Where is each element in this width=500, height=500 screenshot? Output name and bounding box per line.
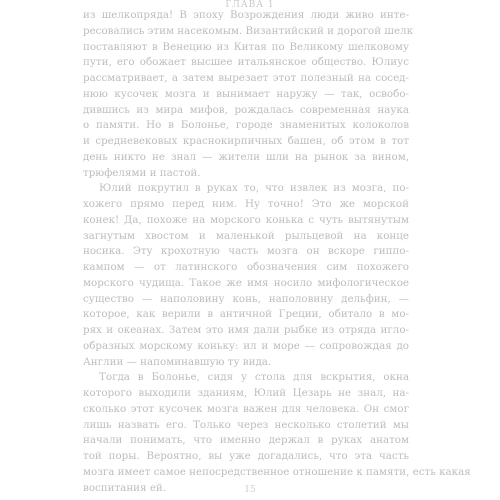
text-line: мозга имеет самое непосредственное отношение к памяти, есть какая	[83, 465, 471, 478]
text-line: той поры. Вероятно, вы уже догадались, что эта часть	[83, 450, 409, 462]
text-line: Юлий покрутил в руках то, что извлек из мозга, по-	[99, 182, 409, 195]
text-line: день никто не знал — жители шли на рынок за вином,	[83, 150, 409, 163]
text-line: образных морскому коньку: ил и море — сопровождая до	[83, 339, 409, 352]
running-header: ГЛАВА 1	[225, 0, 275, 10]
page-body	[83, 8, 471, 496]
text-line: существо — наполовину конь, наполовину дельфин, —	[83, 292, 409, 305]
text-line: Тогда в Болонье, сидя у стола для вскрытия, окна	[99, 371, 409, 384]
text-line: конек! Да, похоже на морского конька с чуть вытянутым	[83, 213, 409, 226]
text-line: загнутым хвостом и маленькой рыльцевой на конце	[83, 229, 409, 242]
text-line: ресовались этим насекомым. Византийский и дорогой шелк	[83, 24, 414, 37]
text-line: воспитания ей.	[83, 481, 167, 494]
text-line: которое, как верили в античной Греции, обитало в мо-	[83, 308, 409, 321]
text-line: лишь назвать его. Только через несколько столетий мы	[83, 418, 409, 431]
paragraph	[83, 181, 409, 370]
text-line: о памяти. Но в Болонье, городе знаменитых колоколов	[83, 119, 409, 132]
text-line: сколько этот кусочек мозга важен для человека. Он смог	[83, 402, 409, 415]
text-line: из шелкопряда! В эпоху Возрождения люди живо инте-	[83, 9, 409, 21]
text-line: пути, его обожает высшее итальянское общество. Юлиус	[83, 56, 409, 69]
text-line: кампом — от латинского обозначения сим похожего	[83, 261, 409, 273]
text-line: носика. Эту крохотную часть мозга он вскоре гиппо-	[83, 245, 409, 258]
text-line: рассматривает, а затем вырезает этот полезный на сосед-	[83, 72, 409, 84]
text-line: рях и океанах. Затем это имя дали рыбке из отряда игло-	[83, 324, 409, 336]
text-line: Англии — напоминавшую ту вида.	[83, 355, 272, 368]
text-line: которого выходили зданиям, Юлий Цезарь не знал, на-	[83, 387, 409, 399]
paragraph	[83, 8, 414, 181]
text-line: хожего прямо перед ним. Ну точно! Это же морской	[83, 198, 409, 210]
text-line: начали понимать, что именно держал в руках анатом	[83, 434, 409, 447]
page-number: 15	[244, 485, 256, 495]
text-line: морского чудища. Такое же имя носило мифологическое	[83, 276, 409, 289]
text-line: дившись из мира мифов, рождалась современная наука	[83, 103, 409, 116]
text-line: поставляют в Венецию из Китая по Великому шелковому	[83, 40, 409, 53]
paragraph	[83, 370, 471, 496]
text-line: и средневековых краснокирпичных башен, об этом в тот	[83, 135, 409, 147]
text-line: трюфелями и пастой.	[83, 166, 201, 179]
text-line: нюю кусочек мозга и вынимает наружу — так, освобо-	[83, 87, 409, 100]
